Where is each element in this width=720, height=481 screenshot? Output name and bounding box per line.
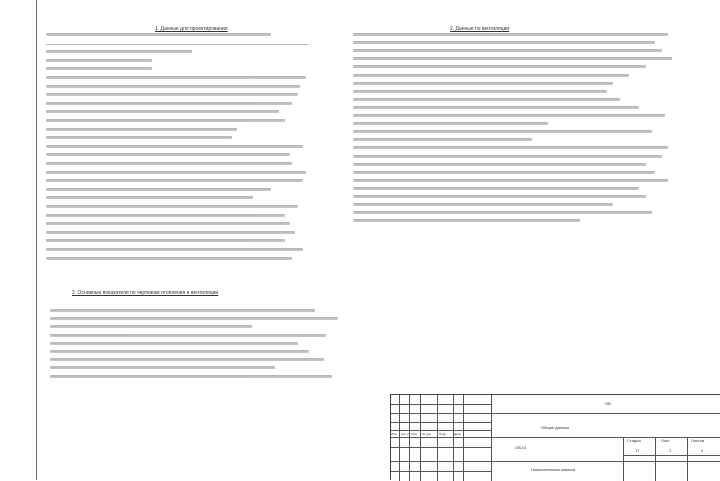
text-line <box>353 41 655 44</box>
text-line <box>46 128 237 131</box>
text-line <box>353 171 655 174</box>
stamp-sheet-label: ОВ-01 <box>515 445 527 450</box>
text-line <box>50 317 338 320</box>
left-separator <box>46 44 308 45</box>
text-line <box>46 110 279 113</box>
text-line <box>46 257 292 260</box>
text-line <box>353 114 665 117</box>
text-line <box>46 196 253 199</box>
text-line <box>50 325 252 328</box>
text-line <box>46 67 152 70</box>
left-heading-2: 2. Основные показатели по чертежам отопления и вентиляции <box>72 290 219 296</box>
stamp-sheet-val: 1 <box>669 448 672 453</box>
text-line <box>50 375 332 378</box>
text-line <box>353 106 639 109</box>
text-line <box>46 214 285 217</box>
text-line <box>46 188 271 191</box>
left-heading-1: 1. Данные для проектирования <box>155 26 228 32</box>
stamp-col-date: Дата <box>454 432 461 436</box>
stamp-title: Общие данные <box>541 425 570 430</box>
text-line <box>46 239 285 242</box>
stamp-col-doc: № док. <box>422 432 432 436</box>
text-line <box>46 248 303 251</box>
stamp-bottom-title: Пояснительная записка <box>531 467 576 472</box>
text-line <box>46 145 303 148</box>
text-line <box>46 136 232 139</box>
stamp-col-list: Лист <box>411 432 418 436</box>
text-line <box>353 74 629 77</box>
text-line <box>50 366 275 369</box>
text-line <box>353 49 662 52</box>
text-line <box>46 93 298 96</box>
text-line <box>50 350 309 353</box>
text-line <box>46 205 298 208</box>
text-line <box>50 309 315 312</box>
text-line <box>46 162 292 165</box>
text-line <box>353 187 639 190</box>
text-line <box>353 98 620 101</box>
text-line <box>353 57 672 60</box>
text-line <box>50 334 326 337</box>
stamp-stage-hdr: Стадия <box>627 438 641 443</box>
text-line <box>353 130 652 133</box>
stamp-sheet-hdr: Лист <box>661 438 670 443</box>
text-line <box>46 119 285 122</box>
text-line <box>50 358 324 361</box>
text-line <box>46 59 152 62</box>
text-line <box>353 195 646 198</box>
text-line <box>353 203 613 206</box>
text-line <box>46 171 306 174</box>
text-line <box>353 163 646 166</box>
stamp-sheets-hdr: Листов <box>691 438 704 443</box>
text-line <box>50 342 298 345</box>
stamp-col-sign: Подп. <box>439 432 447 436</box>
text-line <box>353 65 646 68</box>
text-line <box>353 90 607 93</box>
text-line <box>353 211 652 214</box>
title-block <box>390 394 720 480</box>
text-line <box>353 33 668 36</box>
text-line <box>353 146 668 149</box>
text-line <box>46 102 292 105</box>
right-heading: 2. Данные по вентиляции <box>450 26 510 32</box>
stamp-col-izm: Изм. <box>391 432 398 436</box>
stamp-code: ОВ <box>605 401 611 406</box>
text-line <box>46 33 271 36</box>
stamp-sheets-val: 4 <box>701 448 704 453</box>
text-line <box>46 50 192 53</box>
stamp-col-kol: Кол.уч <box>401 432 410 436</box>
text-line <box>353 82 613 85</box>
stamp-stage-val: П <box>636 448 639 453</box>
text-line <box>46 222 290 225</box>
text-line <box>46 153 290 156</box>
text-line <box>46 231 295 234</box>
text-line <box>353 219 580 222</box>
text-line <box>353 155 662 158</box>
text-line <box>46 179 303 182</box>
text-line <box>353 138 532 141</box>
text-line <box>353 179 668 182</box>
text-line <box>353 122 548 125</box>
text-line <box>46 85 300 88</box>
text-line <box>46 76 306 79</box>
